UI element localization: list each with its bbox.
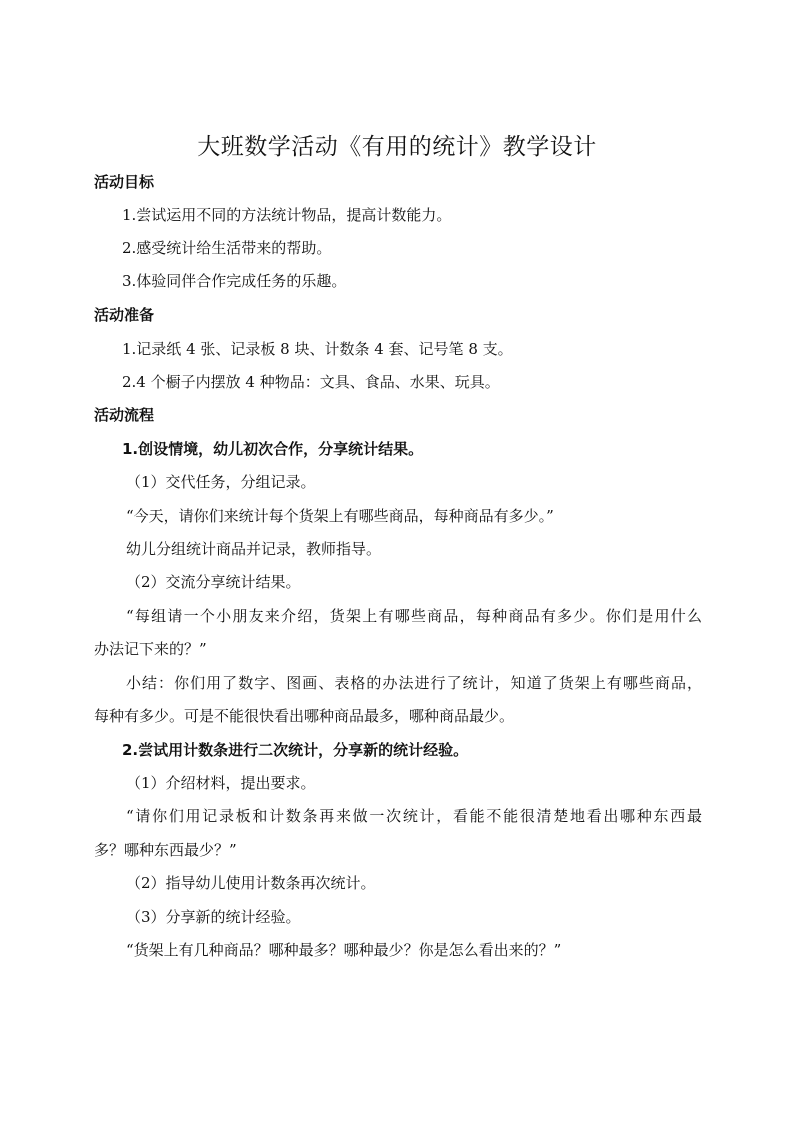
- step-1-sub-1: （1）交代任务，分组记录。: [126, 473, 316, 491]
- document-title: 大班数学活动《有用的统计》教学设计: [197, 134, 597, 160]
- goal-item-3: 3.体验同伴合作完成任务的乐趣。: [122, 272, 347, 290]
- step-1-summary-line-1: 小结：你们用了数字、图画、表格的办法进行了统计，知道了货架上有哪些商品，: [126, 674, 702, 692]
- step-1-quote-1: “今天，请你们来统计每个货架上有哪些商品，每种商品有多少。”: [126, 507, 554, 525]
- step-2-sub-2: （2）指导幼儿使用计数条再次统计。: [126, 874, 376, 892]
- step-2-quote-2: “货架上有几种商品？哪种最多？哪种最少？你是怎么看出来的？”: [126, 941, 562, 959]
- step-1-title: 1.创设情境，幼儿初次合作，分享统计结果。: [122, 440, 424, 458]
- section-heading-preparation: 活动准备: [94, 306, 155, 324]
- step-1-text-1: 幼儿分组统计商品并记录，教师指导。: [126, 540, 382, 558]
- goal-item-2: 2.感受统计给生活带来的帮助。: [122, 239, 332, 257]
- step-2-quote-1-line-1: “请你们用记录板和计数条再来做一次统计，看能不能很清楚地看出哪种东西最: [126, 807, 702, 825]
- preparation-item-2: 2.4 个橱子内摆放 4 种物品：文具、食品、水果、玩具。: [122, 373, 500, 391]
- section-heading-goals: 活动目标: [94, 173, 155, 191]
- section-heading-process: 活动流程: [94, 406, 155, 424]
- goal-item-1: 1.尝试运用不同的方法统计物品，提高计数能力。: [122, 206, 452, 224]
- step-1-summary-line-2: 每种有多少。可是不能很快看出哪种商品最多，哪种商品最少。: [94, 707, 515, 725]
- step-1-quote-2-line-2: 办法记下来的？”: [94, 640, 207, 658]
- step-2-sub-3: （3）分享新的统计经验。: [126, 908, 301, 926]
- step-1-quote-2-line-1: “每组请一个小朋友来介绍，货架上有哪些商品，每种商品有多少。你们是用什么: [126, 607, 702, 625]
- step-2-quote-1-line-2: 多？哪种东西最少？”: [94, 841, 237, 859]
- step-2-title: 2.尝试用计数条进行二次统计，分享新的统计经验。: [122, 741, 469, 759]
- preparation-item-1: 1.记录纸 4 张、记录板 8 块、计数条 4 套、记号笔 8 支。: [122, 340, 513, 358]
- step-2-sub-1: （1）介绍材料，提出要求。: [126, 774, 316, 792]
- step-1-sub-2: （2）交流分享统计结果。: [126, 573, 301, 591]
